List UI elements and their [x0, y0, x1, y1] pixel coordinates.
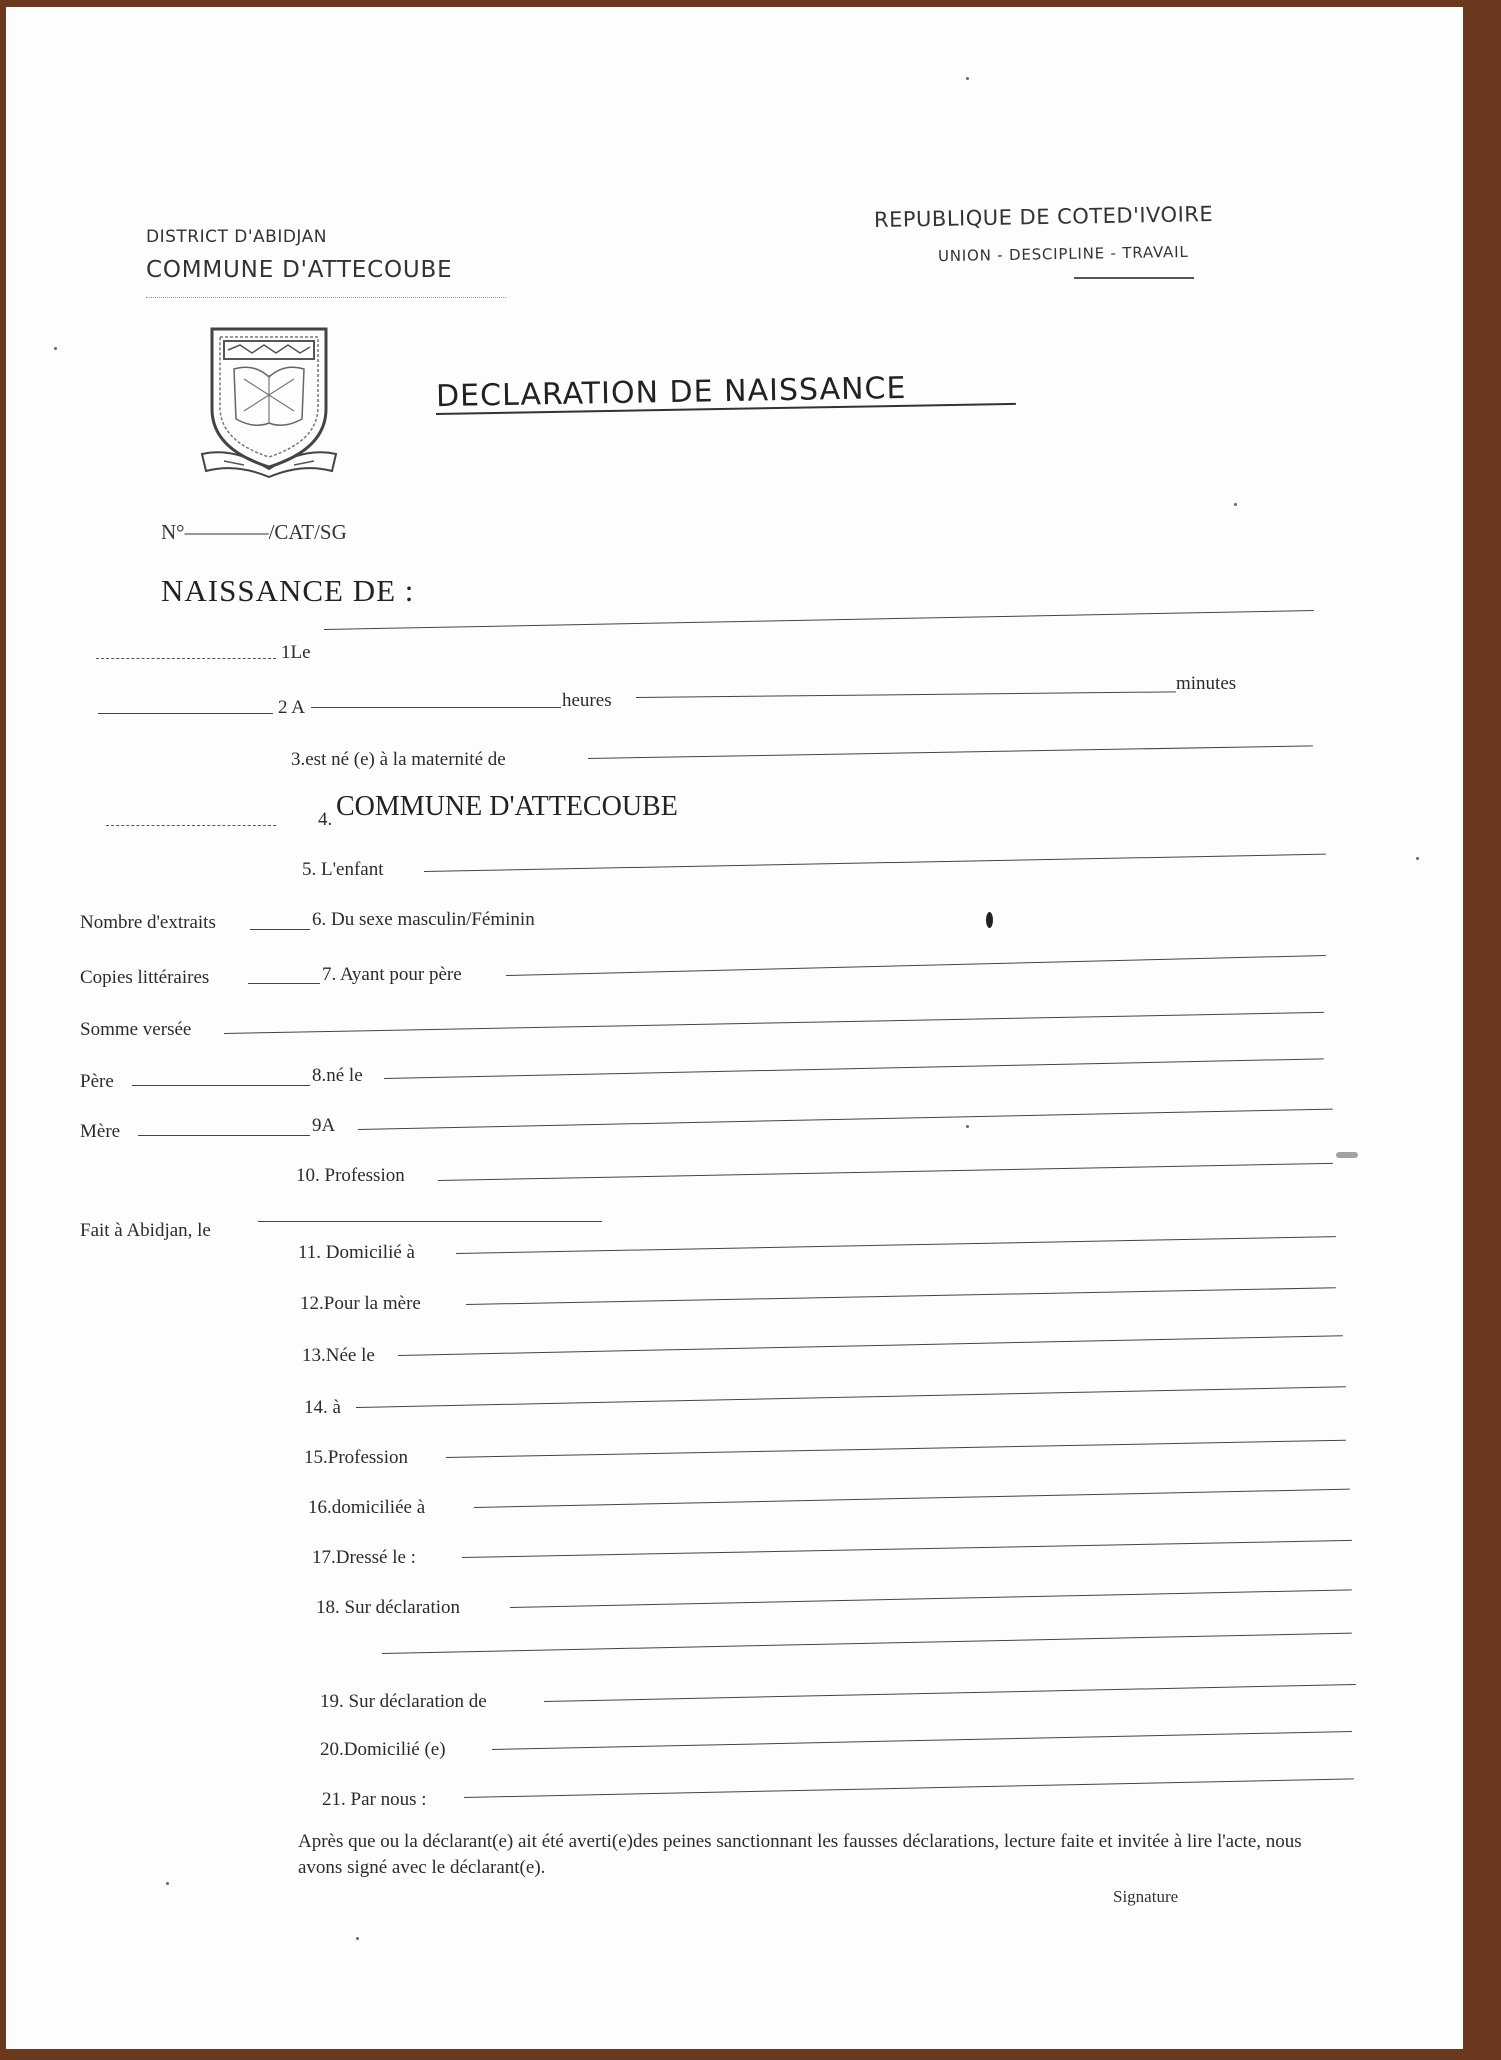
field-value-4: COMMUNE D'ATTECOUBE: [336, 791, 678, 822]
hours-label: heures: [562, 690, 612, 711]
document-title: DECLARATION DE NAISSANCE: [435, 370, 907, 415]
coat-of-arms-icon: [194, 319, 344, 479]
scan-speck: [166, 1882, 169, 1885]
field-label-6: 6. Du sexe masculin/Féminin: [312, 909, 535, 930]
ink-mark: [986, 912, 993, 928]
field-label-20: 20.Domicilié (e): [320, 1739, 446, 1760]
field-line-10[interactable]: [438, 1163, 1333, 1181]
margin-blank: [98, 713, 273, 714]
margin-blank: [96, 658, 276, 659]
field-line-11[interactable]: [456, 1236, 1336, 1254]
scan-speck: [1336, 1152, 1358, 1158]
field-label-3: 3.est né (e) à la maternité de: [291, 749, 506, 770]
margin-blank: [106, 825, 276, 826]
field-line-17[interactable]: [462, 1540, 1352, 1558]
field-line-5[interactable]: [424, 854, 1326, 872]
field-label-15: 15.Profession: [304, 1447, 408, 1468]
field-line-1[interactable]: [324, 610, 1314, 630]
minutes-label: minutes: [1176, 673, 1237, 694]
somme-line[interactable]: [224, 1012, 1324, 1034]
margin-extraits-label: Nombre d'extraits: [80, 912, 216, 933]
field-label-5: 5. L'enfant: [302, 859, 384, 880]
field-label-21: 21. Par nous :: [322, 1789, 427, 1810]
field-label-14: 14. à: [304, 1397, 341, 1418]
scan-speck: [1416, 857, 1419, 860]
margin-fait-label: Fait à Abidjan, le: [80, 1220, 211, 1241]
fait-date-line[interactable]: [258, 1221, 602, 1222]
field-line-14[interactable]: [356, 1386, 1346, 1408]
field-line-20[interactable]: [492, 1731, 1352, 1750]
republic-name: REPUBLIQUE DE COTED'IVOIRE: [873, 202, 1214, 232]
scan-speck: [54, 347, 57, 350]
scan-speck: [356, 1937, 359, 1940]
field-label-16: 16.domiciliée à: [308, 1497, 426, 1518]
margin-line[interactable]: [248, 983, 320, 984]
field-line-3[interactable]: [588, 745, 1313, 759]
margin-pere-label: Père: [80, 1071, 114, 1092]
birth-declaration-form: [6, 7, 1463, 2049]
field-label-19: 19. Sur déclaration de: [320, 1691, 487, 1712]
national-motto: UNION - DESCIPLINE - TRAVAIL: [937, 242, 1189, 266]
field-line-15[interactable]: [446, 1440, 1346, 1458]
field-label-9: 9A: [312, 1115, 336, 1136]
field-line-18[interactable]: [510, 1589, 1352, 1608]
margin-somme-label: Somme versée: [80, 1019, 192, 1040]
field-label-12: 12.Pour la mère: [300, 1293, 421, 1314]
minutes-line[interactable]: [636, 691, 1176, 698]
field-label-11: 11. Domicilié à: [298, 1242, 415, 1263]
hours-line[interactable]: [311, 707, 561, 708]
field-line-8[interactable]: [384, 1058, 1324, 1079]
field-label-8: 8.né le: [312, 1065, 363, 1086]
field-label-4: 4.: [318, 809, 333, 830]
margin-copies-label: Copies littéraires: [80, 967, 210, 988]
signature-label: Signature: [1113, 1887, 1179, 1906]
birth-of-heading: NAISSANCE DE :: [161, 573, 415, 608]
motto-underline: [1074, 277, 1194, 279]
scan-speck: [966, 77, 969, 80]
margin-line[interactable]: [250, 929, 310, 930]
scan-speck: [966, 1125, 969, 1128]
field-line-16[interactable]: [474, 1489, 1350, 1508]
field-line-19[interactable]: [544, 1684, 1356, 1702]
margin-mere-label: Mère: [80, 1121, 121, 1142]
margin-line[interactable]: [132, 1085, 310, 1086]
header-left-rule: [146, 297, 506, 298]
margin-line[interactable]: [138, 1135, 310, 1136]
legal-notice: Après que ou la déclarant(e) ait été averti(e)des peines sanctionnant les fausses déclarations, lecture faite et invitée à lire l'acte, nous avons signé avec le déclarant(e).: [298, 1831, 1302, 1878]
scan-speck: [1234, 503, 1237, 506]
field-label-1: 1Le: [281, 642, 311, 663]
field-line-7[interactable]: [506, 955, 1326, 976]
field-line-9[interactable]: [358, 1109, 1333, 1130]
field-label-2: 2 A: [278, 697, 305, 718]
field-line-13[interactable]: [398, 1335, 1343, 1356]
registration-number: N°————/CAT/SG: [161, 520, 347, 544]
field-label-7: 7. Ayant pour père: [322, 964, 462, 985]
district-name: DISTRICT D'ABIDJAN: [146, 227, 327, 247]
field-line-18b[interactable]: [382, 1633, 1352, 1654]
field-line-12[interactable]: [466, 1287, 1336, 1305]
field-label-17: 17.Dressé le :: [312, 1547, 416, 1568]
field-label-10: 10. Profession: [296, 1165, 405, 1186]
field-line-21[interactable]: [464, 1778, 1354, 1798]
field-label-13: 13.Née le: [302, 1345, 375, 1366]
field-label-18: 18. Sur déclaration: [316, 1597, 461, 1618]
commune-name: COMMUNE D'ATTECOUBE: [146, 257, 453, 283]
